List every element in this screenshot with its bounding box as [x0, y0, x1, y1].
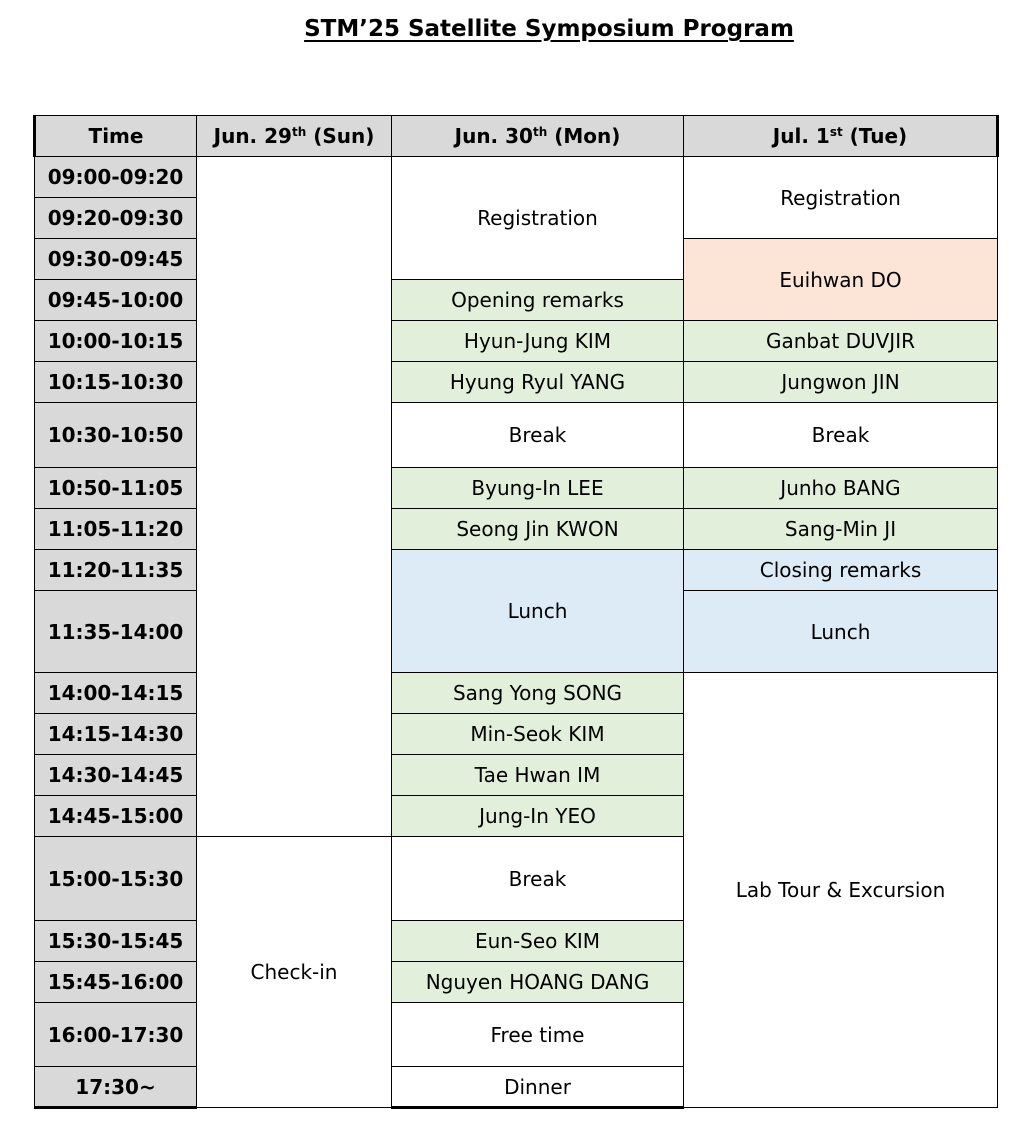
tue-session-4: Junho BANG	[684, 468, 998, 509]
time-cell: 16:00-17:30	[35, 1003, 197, 1067]
time-cell: 11:20-11:35	[35, 550, 197, 591]
table-row	[35, 362, 998, 403]
sun-empty-cell	[197, 157, 392, 837]
time-cell: 09:20-09:30	[35, 198, 197, 239]
mon-session-3: Byung-In LEE	[392, 468, 684, 509]
header-tue: Jul. 1st (Tue)	[684, 116, 998, 157]
table-row	[35, 550, 998, 591]
mon-session-10: Nguyen HOANG DANG	[392, 962, 684, 1003]
tue-closing: Closing remarks	[684, 550, 998, 591]
mon-opening: Opening remarks	[392, 280, 684, 321]
time-cell: 09:30-09:45	[35, 239, 197, 280]
header-time: Time	[35, 116, 197, 157]
mon-session-1: Hyun-Jung KIM	[392, 321, 684, 362]
time-cell: 14:00-14:15	[35, 673, 197, 714]
time-cell: 10:50-11:05	[35, 468, 197, 509]
time-cell: 10:15-10:30	[35, 362, 197, 403]
time-cell: 15:30-15:45	[35, 921, 197, 962]
mon-session-6: Min-Seok KIM	[392, 714, 684, 755]
table-row	[35, 403, 998, 468]
time-cell: 14:45-15:00	[35, 796, 197, 837]
sun-checkin: Check-in	[197, 837, 392, 1108]
tue-session-3: Jungwon JIN	[684, 362, 998, 403]
tue-session-1: Euihwan DO	[684, 239, 998, 321]
page-title: STM’25 Satellite Symposium Program	[304, 16, 794, 42]
tue-session-5: Sang-Min JI	[684, 509, 998, 550]
table-row	[35, 509, 998, 550]
time-cell: 09:45-10:00	[35, 280, 197, 321]
mon-break-2: Break	[392, 837, 684, 921]
mon-session-8: Jung-In YEO	[392, 796, 684, 837]
time-cell: 14:15-14:30	[35, 714, 197, 755]
tue-lab-tour: Lab Tour & Excursion	[684, 673, 998, 1108]
tue-session-2: Ganbat DUVJIR	[684, 321, 998, 362]
table-row	[35, 321, 998, 362]
mon-session-5: Sang Yong SONG	[392, 673, 684, 714]
table-row	[35, 673, 998, 714]
time-cell: 15:45-16:00	[35, 962, 197, 1003]
mon-session-9: Eun-Seo KIM	[392, 921, 684, 962]
mon-free-time: Free time	[392, 1003, 684, 1067]
mon-dinner: Dinner	[392, 1067, 684, 1108]
time-cell: 09:00-09:20	[35, 157, 197, 198]
table-row	[35, 157, 998, 198]
mon-registration: Registration	[392, 157, 684, 280]
time-cell: 15:00-15:30	[35, 837, 197, 921]
time-cell: 17:30~	[35, 1067, 197, 1108]
time-cell: 10:00-10:15	[35, 321, 197, 362]
tue-registration: Registration	[684, 157, 998, 239]
time-cell: 11:35-14:00	[35, 591, 197, 673]
program-table	[33, 115, 999, 1109]
time-cell: 11:05-11:20	[35, 509, 197, 550]
mon-break-1: Break	[392, 403, 684, 468]
mon-session-7: Tae Hwan IM	[392, 755, 684, 796]
mon-lunch: Lunch	[392, 550, 684, 673]
header-row	[35, 116, 998, 157]
time-cell: 14:30-14:45	[35, 755, 197, 796]
mon-session-2: Hyung Ryul YANG	[392, 362, 684, 403]
header-sun: Jun. 29th (Sun)	[197, 116, 392, 157]
time-cell: 10:30-10:50	[35, 403, 197, 468]
mon-session-4: Seong Jin KWON	[392, 509, 684, 550]
table-row	[35, 468, 998, 509]
tue-lunch: Lunch	[684, 591, 998, 673]
tue-break-1: Break	[684, 403, 998, 468]
header-mon: Jun. 30th (Mon)	[392, 116, 684, 157]
